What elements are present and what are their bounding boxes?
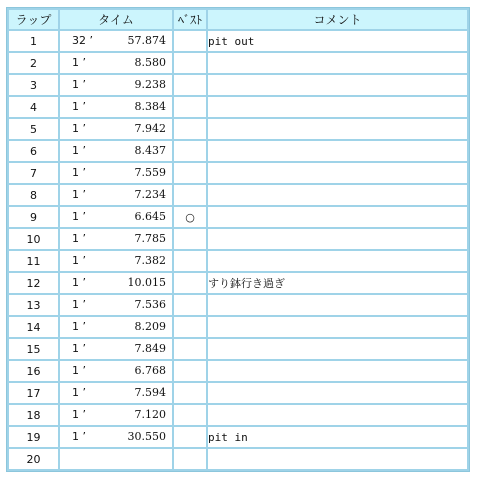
lap-number: 10 [9,229,58,249]
lap-time-minutes: 1 ’ [72,210,86,223]
lap-comment [208,163,467,183]
table-row [9,273,467,293]
lap-time-minutes: 1 ’ [72,386,86,399]
lap-time-seconds: 8.437 [134,144,166,157]
lap-comment [208,229,467,249]
best-marker [174,339,206,359]
lap-number: 13 [9,295,58,315]
lap-comment [208,449,467,469]
lap-number: 1 [9,31,58,51]
lap-comment [208,185,467,205]
lap-time-seconds: 7.382 [134,254,166,267]
best-marker [174,295,206,315]
lap-comment [208,119,467,139]
table-row [9,295,467,315]
lap-time [60,339,172,359]
best-marker [174,251,206,271]
lap-comment [208,295,467,315]
table-row [9,141,467,161]
table-row [9,339,467,359]
best-marker [174,273,206,293]
lap-comment [208,339,467,359]
lap-time [60,229,172,249]
table-row [9,251,467,271]
lap-time-minutes: 1 ’ [72,232,86,245]
lap-time-minutes: 1 ’ [72,276,86,289]
lap-comment: すり鉢行き過ぎ [208,273,467,293]
lap-time-seconds: 7.849 [134,342,166,355]
lap-time [60,383,172,403]
table-row [9,449,467,469]
lap-number: 18 [9,405,58,425]
lap-time [60,449,172,469]
table-row [9,53,467,73]
lap-time [60,427,172,447]
lap-time [60,405,172,425]
lap-number: 16 [9,361,58,381]
table-row [9,427,467,447]
lap-time-seconds: 8.209 [134,320,166,333]
lap-time [60,361,172,381]
lap-number: 17 [9,383,58,403]
table-row [9,75,467,95]
best-marker: ○ [174,207,206,227]
lap-time-minutes: 1 ’ [72,342,86,355]
lap-number: 19 [9,427,58,447]
lap-number: 6 [9,141,58,161]
lap-number: 2 [9,53,58,73]
lap-comment [208,75,467,95]
lap-time-minutes: 1 ’ [72,298,86,311]
lap-time-seconds: 57.874 [127,34,166,47]
best-marker [174,317,206,337]
lap-time-seconds: 8.384 [134,100,166,113]
lap-time [60,207,172,227]
best-marker [174,119,206,139]
lap-time-minutes: 1 ’ [72,100,86,113]
header-row [9,10,467,29]
lap-time-minutes: 1 ’ [72,320,86,333]
lap-time-minutes: 1 ’ [72,364,86,377]
table-row [9,405,467,425]
best-marker [174,75,206,95]
lap-number: 20 [9,449,58,469]
lap-times-table [6,7,470,472]
lap-number: 3 [9,75,58,95]
lap-time-seconds: 6.645 [134,210,166,223]
lap-time-minutes: 1 ’ [72,78,86,91]
lap-time-seconds: 7.536 [134,298,166,311]
lap-time-seconds: 7.942 [134,122,166,135]
header-comment: コメント [208,10,467,29]
lap-time-minutes: 1 ’ [72,122,86,135]
table-row [9,229,467,249]
header-best: ﾍﾞｽﾄ [174,10,206,29]
lap-time-minutes: 1 ’ [72,56,86,69]
lap-number: 9 [9,207,58,227]
best-marker [174,405,206,425]
table-row [9,317,467,337]
best-marker [174,383,206,403]
lap-time [60,97,172,117]
lap-time [60,119,172,139]
best-marker [174,53,206,73]
lap-number: 12 [9,273,58,293]
table-row [9,361,467,381]
lap-time-seconds: 10.015 [127,276,166,289]
lap-time [60,295,172,315]
lap-time-seconds: 30.550 [127,430,166,443]
lap-time-minutes: 1 ’ [72,188,86,201]
lap-time-seconds: 7.120 [134,408,166,421]
best-marker [174,97,206,117]
lap-number: 11 [9,251,58,271]
lap-time [60,53,172,73]
lap-time-seconds: 7.559 [134,166,166,179]
best-marker [174,361,206,381]
lap-time-minutes: 32 ’ [72,34,93,47]
lap-comment: pit out [208,31,467,51]
lap-number: 15 [9,339,58,359]
lap-comment [208,97,467,117]
lap-comment [208,141,467,161]
lap-time-seconds: 7.594 [134,386,166,399]
best-marker [174,449,206,469]
lap-time [60,251,172,271]
lap-time [60,31,172,51]
lap-number: 7 [9,163,58,183]
lap-number: 14 [9,317,58,337]
lap-comment: pit in [208,427,467,447]
best-marker [174,229,206,249]
lap-time [60,75,172,95]
table-row [9,185,467,205]
lap-time [60,163,172,183]
lap-time-minutes: 1 ’ [72,254,86,267]
table-row [9,207,467,227]
header-lap: ラップ [9,10,58,29]
lap-comment [208,207,467,227]
lap-number: 4 [9,97,58,117]
best-marker [174,185,206,205]
best-marker [174,31,206,51]
table-row [9,163,467,183]
table-row [9,383,467,403]
lap-time-seconds: 9.238 [134,78,166,91]
lap-time-seconds: 7.785 [134,232,166,245]
lap-time-minutes: 1 ’ [72,144,86,157]
lap-comment [208,405,467,425]
best-marker [174,163,206,183]
lap-comment [208,383,467,403]
lap-time-seconds: 8.580 [134,56,166,69]
lap-time [60,185,172,205]
lap-number: 8 [9,185,58,205]
lap-comment [208,317,467,337]
lap-time-minutes: 1 ’ [72,430,86,443]
lap-time-seconds: 7.234 [134,188,166,201]
table-row [9,119,467,139]
lap-time-minutes: 1 ’ [72,408,86,421]
lap-time-seconds: 6.768 [134,364,166,377]
table-row [9,31,467,51]
header-time: タイム [60,10,172,29]
lap-time [60,273,172,293]
lap-comment [208,361,467,381]
table-row [9,97,467,117]
lap-comment [208,251,467,271]
lap-comment [208,53,467,73]
lap-time [60,141,172,161]
lap-time [60,317,172,337]
best-marker [174,141,206,161]
lap-time-minutes: 1 ’ [72,166,86,179]
best-marker [174,427,206,447]
lap-number: 5 [9,119,58,139]
